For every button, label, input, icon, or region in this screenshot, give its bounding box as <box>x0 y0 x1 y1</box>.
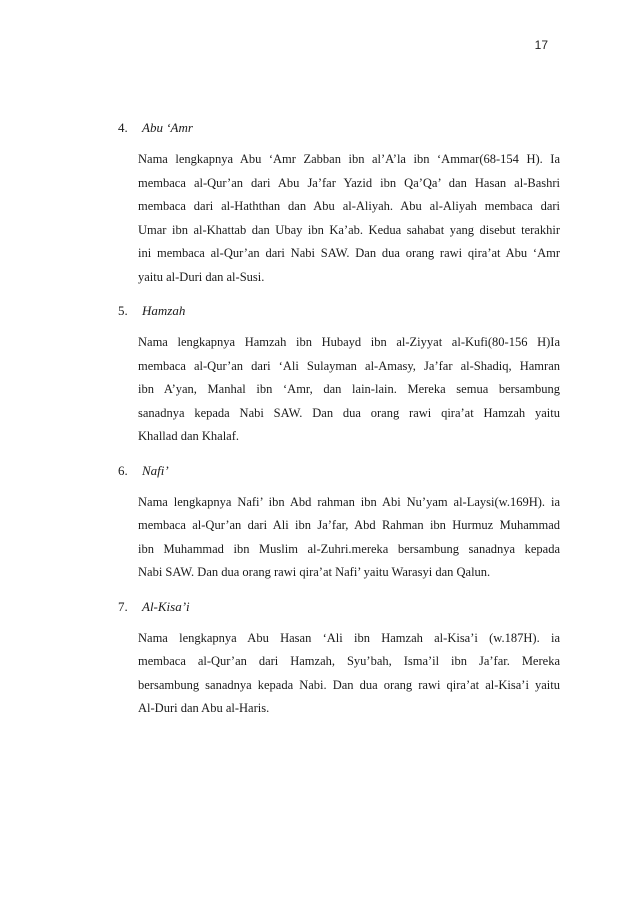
section-title: Hamzah <box>142 303 186 318</box>
paragraph-line: membaca al-Qur’an dari ‘Ali Sulayman al-Amasy, Ja’far al-Shadiq, Hamran <box>138 358 560 373</box>
paragraph-line: membaca al-Qur’an dari Ali ibn Ja’far, Abd Rahman ibn Hurmuz Muhammad <box>138 518 560 532</box>
section-nafi <box>118 463 560 585</box>
paragraph-line: membaca dari al-Haththan dan Abu al-Aliyah. Abu al-Aliyah membaca dari <box>138 199 560 213</box>
paragraph-line: Nama lengkapnya Abu Hasan ‘Ali ibn Hamzah al-Kisa’i (w.187H). ia <box>138 630 560 645</box>
section-number: 5. <box>118 303 128 318</box>
section-title: Nafi’ <box>142 462 169 478</box>
paragraph-line: Khallad dan Khalaf. <box>138 429 240 443</box>
paragraph-line: ibn Muhammad ibn Muslim al-Zuhri.mereka bersambung sanadnya kepada <box>138 541 560 556</box>
paragraph-line: Nabi SAW. Dan dua orang rawi qira’at Nafi’ yaitu Warasyi dan Qalun. <box>138 565 491 579</box>
section-al-kisai <box>118 599 560 721</box>
paragraph-line: Nama lengkapnya Abu ‘Amr Zabban ibn al’A’la ibn ‘Ammar(68-154 H). Ia <box>138 152 560 166</box>
paragraph-line: Nama lengkapnya Nafi’ ibn Abd rahman ibn Abi Nu’yam al-Laysi(w.169H). ia <box>138 494 560 509</box>
paragraph-line: Nama lengkapnya Hamzah ibn Hubayd ibn al-Ziyyat al-Kufi(80-156 H)Ia <box>138 335 560 349</box>
section-heading <box>118 463 560 483</box>
section-number: 4. <box>118 120 128 135</box>
paragraph-line: membaca al-Qur’an dari Abu Ja’far Yazid ibn Qa’Qa’ dan Hasan al-Bashri <box>138 175 560 190</box>
section-paragraph <box>138 148 560 289</box>
paragraph-line: membaca al-Qur’an dari Hamzah, Syu’bah, Isma’il ibn Ja’far. Mereka <box>138 654 560 668</box>
paragraph-line: Umar ibn al-Khattab dan Ubay ibn Ka’ab. Kedua sahabat yang disebut terakhir <box>138 222 560 237</box>
section-paragraph <box>138 491 560 585</box>
paragraph-line: ini membaca al-Qur’an dari Nabi SAW. Dan dua orang rawi qira’at Abu ‘Amr <box>138 246 560 260</box>
paragraph-line: sanadnya kepada Nabi SAW. Dan dua orang rawi qira’at Hamzah yaitu <box>138 405 560 420</box>
section-number: 7. <box>118 598 128 614</box>
paragraph-line: ibn A’yan, Manhal ibn ‘Amr, dan lain-lain. Mereka semua bersambung <box>138 382 560 396</box>
section-title: Abu ‘Amr <box>142 120 193 135</box>
section-hamzah <box>118 303 560 449</box>
page-number: 17 <box>534 38 548 52</box>
section-heading <box>118 303 560 323</box>
paragraph-line: Al-Duri dan Abu al-Haris. <box>138 701 270 715</box>
section-paragraph <box>138 627 560 721</box>
section-heading <box>118 599 560 619</box>
section-paragraph <box>138 331 560 449</box>
section-number: 6. <box>118 462 128 478</box>
section-abu-amr <box>118 120 560 289</box>
paragraph-line: bersambung sanadnya kepada Nabi. Dan dua orang rawi qira’at al-Kisa’i yaitu <box>138 677 560 692</box>
paragraph-line: yaitu al-Duri dan al-Susi. <box>138 269 265 284</box>
section-title: Al-Kisa’i <box>142 598 190 614</box>
document-body <box>118 120 560 735</box>
section-heading <box>118 120 560 140</box>
